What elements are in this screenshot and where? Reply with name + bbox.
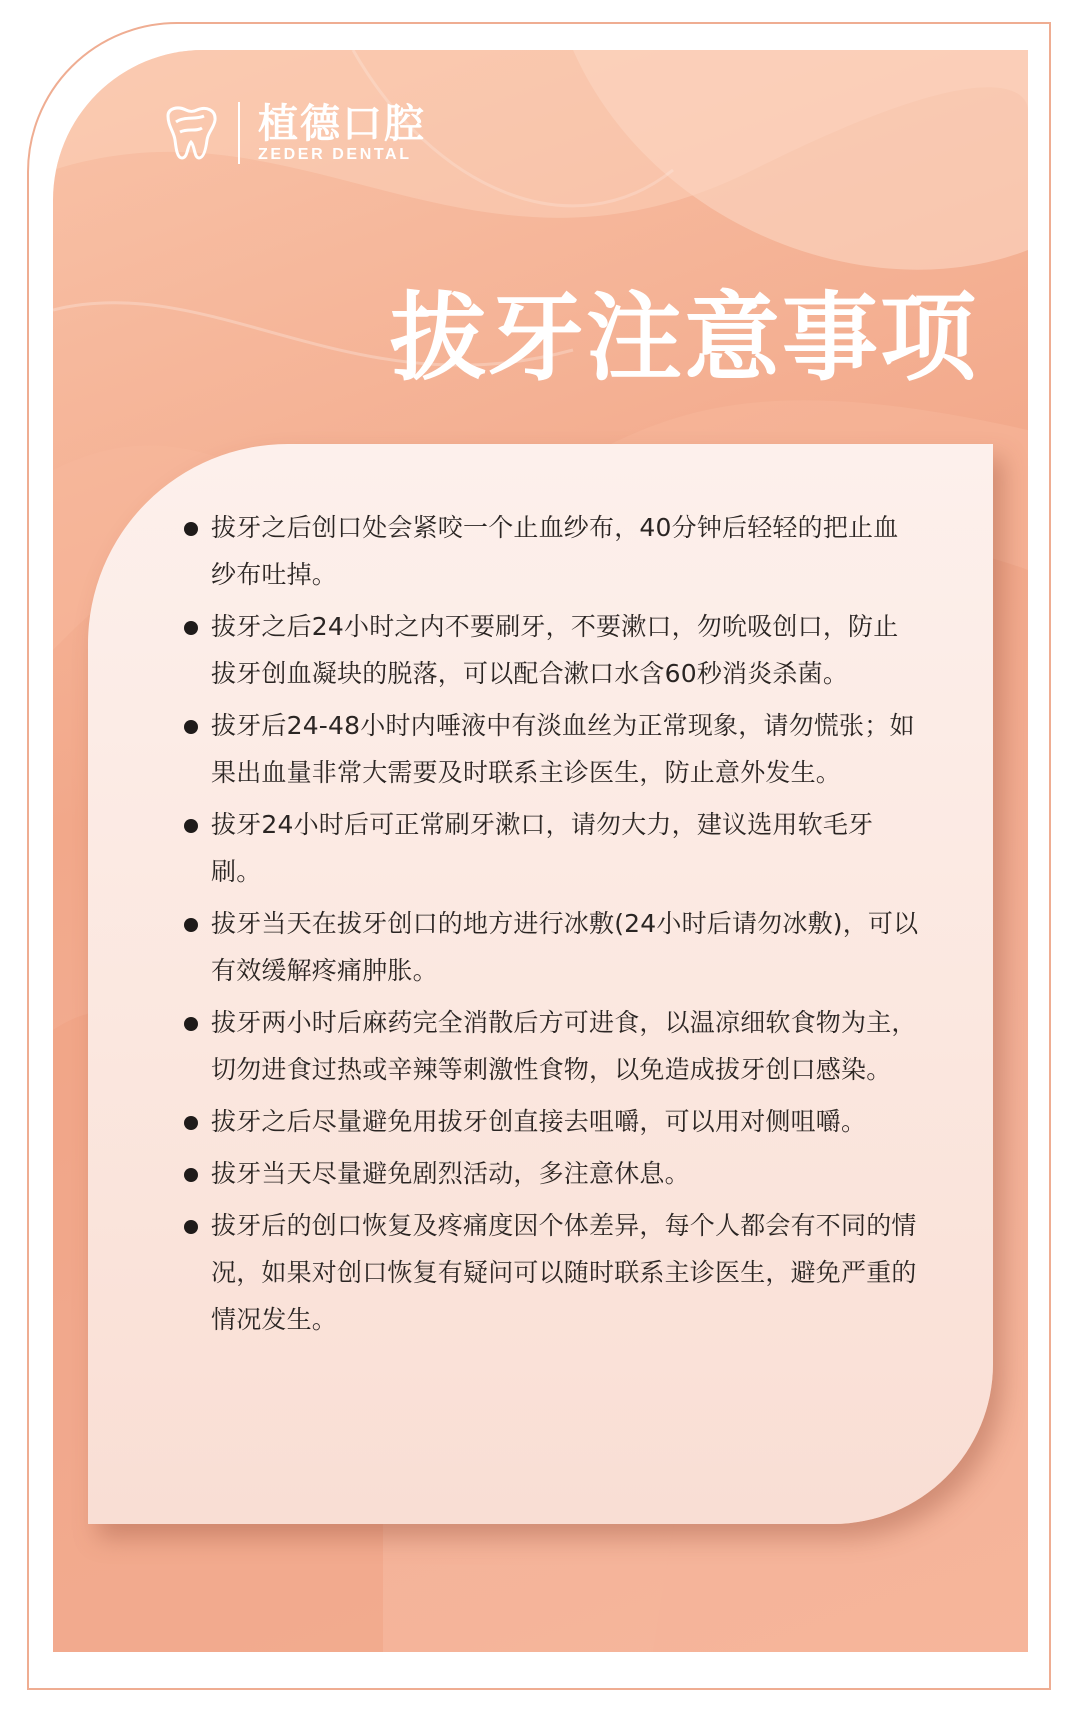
bullet-icon <box>184 720 198 734</box>
bullet-icon <box>184 819 198 833</box>
logo-divider <box>238 102 240 164</box>
list-item-text: 拔牙24小时后可正常刷牙漱口，请勿大力，建议选用软毛牙刷。 <box>211 810 874 886</box>
notes-list <box>184 504 920 1348</box>
list-item-text: 拔牙之后创口处会紧咬一个止血纱布，40分钟后轻轻的把止血纱布吐掉。 <box>211 513 899 589</box>
list-item-text: 拔牙两小时后麻药完全消散后方可进食，以温凉细软食物为主，切勿进食过热或辛辣等刺激性食物，以免造成拔牙创口感染。 <box>211 1008 917 1084</box>
bullet-icon <box>184 621 198 635</box>
logo-text <box>258 102 426 164</box>
list-item <box>184 603 920 697</box>
list-item <box>184 702 920 796</box>
list-item-text: 拔牙当天在拔牙创口的地方进行冰敷(24小时后请勿冰敷)，可以有效缓解疼痛肿胀。 <box>211 909 919 985</box>
bullet-icon <box>184 1168 198 1182</box>
list-item-text: 拔牙之后24小时之内不要刷牙，不要漱口，勿吮吸创口，防止拔牙创血凝块的脱落，可以配合漱口水含60秒消炎杀菌。 <box>211 612 899 688</box>
list-item <box>184 504 920 598</box>
bullet-icon <box>184 1116 198 1130</box>
notes-card <box>88 444 993 1524</box>
list-item <box>184 1202 920 1343</box>
bullet-icon <box>184 918 198 932</box>
list-item <box>184 1150 920 1197</box>
bullet-icon <box>184 522 198 536</box>
bullet-icon <box>184 1220 198 1234</box>
list-item-text: 拔牙后的创口恢复及疼痛度因个体差异，每个人都会有不同的情况，如果对创口恢复有疑问可以随时联系主诊医生，避免严重的情况发生。 <box>211 1211 917 1334</box>
list-item <box>184 900 920 994</box>
list-item-text: 拔牙后24-48小时内唾液中有淡血丝为正常现象，请勿慌张；如果出血量非常大需要及时联系主诊医生，防止意外发生。 <box>211 711 915 787</box>
list-item <box>184 801 920 895</box>
tooth-logo-icon <box>160 102 222 164</box>
brand-logo <box>160 98 426 168</box>
list-item-text: 拔牙之后尽量避免用拔牙创直接去咀嚼，可以用对侧咀嚼。 <box>211 1107 867 1136</box>
page-title: 拔牙注意事项 <box>390 282 978 394</box>
list-item-text: 拔牙当天尽量避免剧烈活动，多注意休息。 <box>211 1159 690 1188</box>
logo-name-cn: 植德口腔 <box>258 101 426 147</box>
list-item <box>184 1098 920 1145</box>
list-item <box>184 999 920 1093</box>
logo-name-en: ZEDER DENTAL <box>258 146 412 163</box>
bullet-icon <box>184 1017 198 1031</box>
